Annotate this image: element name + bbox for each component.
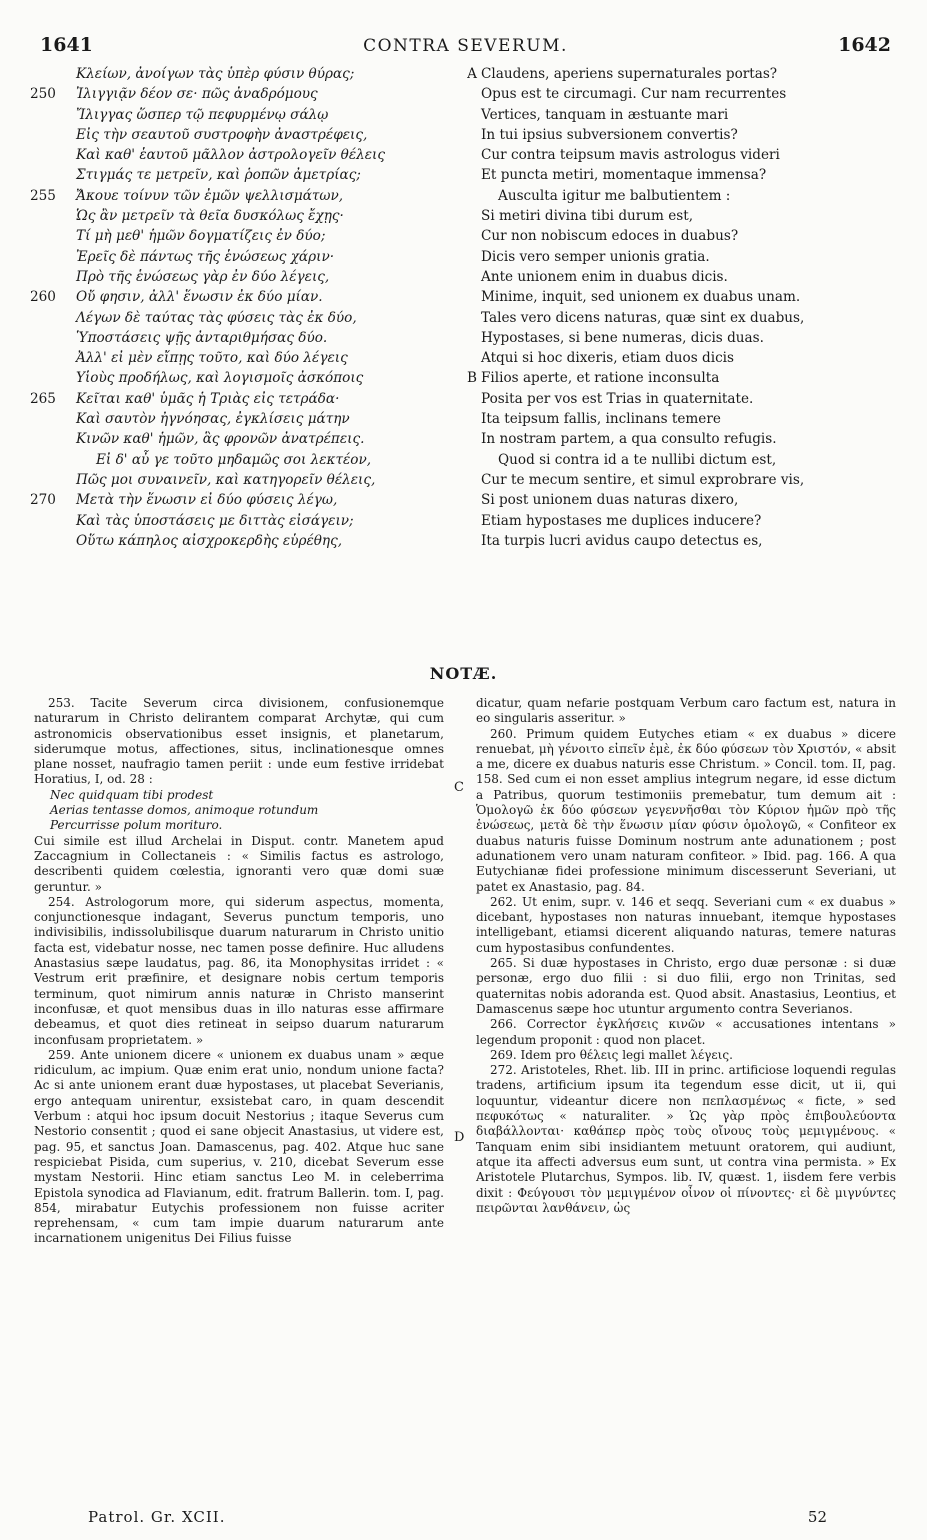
note-paragraph: Aerias tentasse domos, animoque rotundum: [50, 803, 319, 818]
note-paragraph: 272. Aristoteles, Rhet. lib. III in princ. artificiose loquendi regulas tradens, artificium ipsum ita tegendum esse dicit, ut ii, qui loquuntur, videantur dicere non πεπλασμένως « ficte, » sed πεφυκότως « naturaliter. » Ὡς γὰρ πρὸς ἐπιβουλεύοντα διαβάλλονται· καθάπερ πρὸς τοὺς οἴνους τοὺς μεμιγμένους. « Tanquam enim sibi insidiantem metuunt oratorem, qui audiunt, atque ita affecti adversus eum sunt, ut contra vina permista. » Ex Aristotele Plutarchus, Sympos. lib. IV, quæst. 1, iisdem fere verbis dixit : Φεύγουσι τὸν μεμιγμένον οἶνον οἱ πίνοντες· εἰ δὲ μιγνύντες πειρῶνται λανθάνειν, ὡς: [476, 1063, 896, 1215]
margin-mark: A: [467, 66, 477, 82]
greek-verse: Μετὰ τὴν ἕνωσιν εἰ δύο φύσεις λέγω,: [76, 492, 338, 509]
note-paragraph: 269. Idem pro θέλεις legi mallet λέγεις.: [490, 1047, 733, 1062]
margin-mark-c: C: [454, 780, 464, 795]
latin-verse: Atqui si hoc dixeris, etiam duos dicis: [481, 350, 735, 367]
verse-line: [30, 470, 897, 490]
greek-verse: Τί μὴ μεθ' ἡμῶν δογματίζεις ἐν δύο;: [76, 228, 326, 245]
latin-verse: Et puncta metiri, momentaque immensa?: [481, 167, 767, 184]
verse-line: [30, 125, 897, 145]
note-paragraph: dicatur, quam nefarie postquam Verbum caro factum est, natura in eo singularis asseritur. »: [476, 696, 896, 726]
latin-verse: Posita per vos est Trias in quaternitate.: [481, 390, 754, 407]
note-paragraph: 253. Tacite Severum circa divisionem, confusionemque naturarum in Christo delirantem comparat Archytæ, qui cum astronomicis observationibus esset insignis, et planetarum, siderumque motus, affectiones, situs, inclinationesque omnes plane nosset, naufragio tamen periit : unde eum festive irridebat Horatius, I, od. 28 :: [34, 696, 444, 787]
verse-line: [30, 511, 897, 531]
greek-verse: Οὕτω κάπηλος αἰσχροκερδὴς εὑρέθης,: [76, 532, 343, 549]
verse-line: [30, 267, 897, 287]
latin-verse: Cur te mecum sentire, et simul exprobrare vis,: [481, 471, 805, 488]
greek-verse: Ἄκουε τοίνυν τῶν ἐμῶν ψελλισμάτων,: [76, 187, 344, 204]
margin-mark: B: [467, 370, 477, 387]
latin-verse: Hypostases, si bene numeras, dicis duas.: [481, 329, 764, 346]
note-paragraph: 260. Primum quidem Eutyches etiam « ex duabus » dicere renuebat, μὴ γένοιτο εἰπεῖν ἐμὲ, ἐκ δύο φύσεων τὸν Χριστόν, « absit a me, dicere ex duabus naturis esse Christum. » Concil. tom. II, pag. 158. Sed cum ei non esset amplius integrum negare, id esse dictum a Patribus, quorum testimoniis premebatur, tum demum ait : Ὁμολογῶ ἐκ δύο φύσεων γεγεννῆσθαι τὸν Κύριον ἡμῶν πρὸ τῆς ἑνώσεως, μετὰ δὲ τὴν ἕνωσιν μίαν φύσιν ὁμολογῶ, « Confiteor ex duabus naturis fuisse Dominum nostrum ante adunationem ; post adunationem vero unam naturam confiteor. » Ibid. pag. 166. A qua Eutychianæ fidei professione minimum discesserunt Severiani, ut patet ex Anastasio, pag. 84.: [476, 726, 896, 894]
latin-verse: Ante unionem enim in duabus dicis.: [481, 268, 728, 285]
latin-verse: Filios aperte, et ratione inconsulta: [481, 370, 720, 387]
verse-line: [30, 226, 897, 246]
page-number-right: 1642: [838, 34, 891, 56]
latin-verse: Si post unionem duas naturas dixero,: [481, 492, 739, 509]
latin-verse: Ausculta igitur me balbutientem :: [498, 187, 731, 204]
greek-verse: Πῶς μοι συναινεῖν, καὶ κατηγορεῖν θέλεις,: [76, 471, 376, 488]
verse-number: 265: [30, 390, 56, 407]
latin-verse: Ita turpis lucri avidus caupo detectus es,: [481, 532, 763, 549]
verse-line: [30, 64, 897, 84]
verse-line: [30, 368, 897, 388]
note-paragraph: 265. Si duæ hypostases in Christo, ergo duæ personæ : si duæ personæ, ergo duo filii : si duo filii, ergo non Trinitas, sed quaternitas nobis adoranda est. Quod absit. Anastasius, Leontius, et Damascenus sæpe hoc utuntur argumento contra Severianos.: [476, 956, 896, 1016]
note-paragraph: Nec quidquam tibi prodest: [50, 787, 214, 802]
latin-verse: In tui ipsius subversionem convertis?: [481, 126, 738, 143]
page-footer: [88, 1508, 827, 1528]
latin-verse: In nostram partem, a qua consulto refugis.: [481, 431, 777, 448]
footer-signature: 52: [807, 1508, 827, 1526]
greek-verse: Ὑποστάσεις ψῇς ἀνταριθμήσας δύο.: [76, 329, 328, 346]
greek-verse: Καὶ σαυτὸν ἠγνόησας, ἐγκλίσεις μάτην: [76, 411, 350, 428]
note-paragraph: Percurrisse polum morituro.: [50, 818, 223, 833]
verse-line: [30, 308, 897, 328]
verse-number: 255: [30, 187, 56, 204]
greek-verse: Υἱοὺς προδήλως, καὶ λογισμοῖς ἀσκόποις: [76, 370, 364, 387]
greek-verse: Πρὸ τῆς ἑνώσεως γὰρ ἐν δύο λέγεις,: [76, 268, 330, 285]
verse-line: [30, 450, 897, 470]
page-header: [40, 34, 891, 58]
footer-series: Patrol. Gr. XCII.: [88, 1508, 226, 1526]
verse-line: [30, 287, 897, 307]
greek-verse: Καὶ τὰς ὑποστάσεις με διττὰς εἰσάγειν;: [76, 512, 354, 529]
greek-verse: Ἴλιγγας ὥσπερ τῷ πεφυρμένῳ σάλῳ: [76, 106, 329, 123]
note-paragraph: 254. Astrologorum more, qui siderum aspectus, momenta, conjunctionesque indagant, Severus punctum temporis, uno indivisibilis, indissolubilisque duarum naturarum in Christo unitio facta est, videbatur nosse, nec tamen posse definire. Huc alludens Anastasius sæpe laudatus, pag. 86, ita Monophysitas irridet : « Vestrum erit præfinire, et designare nobis certum temporis terminum, quot nimirum annis naturæ in Christo manserint inconfusæ, et quot mensibus duas in illo naturas esse affirmare debeamus, et quot dies retineat in seipso duarum naturarum inconfusam proprietatem. »: [34, 894, 444, 1047]
verse-line: [30, 429, 897, 449]
verse-line: [30, 247, 897, 267]
greek-verse: Καὶ καθ' ἑαυτοῦ μᾶλλον ἀστρολογεῖν θέλεις: [76, 147, 385, 164]
greek-verse: Ἰλιγγιᾷν δέον σε· πῶς ἀναδρόμους: [76, 86, 318, 103]
latin-verse: Opus est te circumagi. Cur nam recurrentes: [481, 86, 787, 103]
notes-column-right: [476, 696, 896, 1216]
verse-block: [30, 64, 897, 551]
note-paragraph: Cui simile est illud Archelai in Disput. contr. Manetem apud Zaccagnium in Collectaneis : « Similis factus es astrologo, describenti quidem cœlestia, ignoranti vero quæ domi suæ geruntur. »: [34, 833, 444, 894]
verse-line: [30, 186, 897, 206]
greek-verse: Ἀλλ' εἰ μὲν εἴπῃς τοῦτο, καὶ δύο λέγεις: [76, 350, 348, 367]
verse-line: [30, 389, 897, 409]
notes-column-left: [34, 696, 444, 1247]
latin-verse: Quod si contra id a te nullibi dictum est,: [498, 451, 777, 468]
greek-verse: Ὡς ἂν μετρεῖν τὰ θεῖα δυσκόλως ἔχῃς·: [76, 208, 344, 225]
greek-verse: Εἰ δ' αὖ γε τοῦτο μηδαμῶς σοι λεκτέον,: [96, 451, 372, 468]
verse-number: 260: [30, 289, 56, 306]
greek-verse: Ἐρεῖς δὲ πάντως τῆς ἑνώσεως χάριν·: [76, 248, 335, 265]
verse-line: [30, 145, 897, 165]
verse-line: [30, 531, 897, 551]
latin-verse: Etiam hypostases me duplices inducere?: [481, 512, 762, 529]
latin-verse: Tales vero dicens naturas, quæ sint ex duabus,: [481, 309, 805, 326]
page-number-left: 1641: [40, 34, 93, 56]
latin-verse: Claudens, aperiens supernaturales portas?: [481, 66, 778, 82]
latin-verse: Ita teipsum fallis, inclinans temere: [481, 411, 721, 428]
verse-line: [30, 84, 897, 104]
greek-verse: Κινῶν καθ' ἡμῶν, ἃς φρονῶν ἀνατρέπεις.: [76, 431, 365, 448]
margin-mark-d: D: [454, 1130, 465, 1145]
notes-heading: NOTÆ.: [429, 664, 498, 683]
note-paragraph: 259. Ante unionem dicere « unionem ex duabus unam » æque ridiculum, ac impium. Quæ enim erat unio, nondum unione facta? Ac si ante unionem erant duæ hypostases, ut placebat Severianis, ergo antequam unirentur, exsistebat caro, in quam descendit Verbum : atqui hoc ipsum docuit Nestorius ; itaque Severus cum Nestorio consentit ; quod ei sane objecit Anastasius, ut videre est, pag. 95, et sanctus Joan. Damascenus, pag. 402. Atque huc sane respiciebat Pisida, cum superius, v. 210, dicebat Severum esse mystam Nestorii. Hinc etiam sanctus Leo M. in celeberrima Epistola synodica ad Flavianum, edit. fratrum Ballerin. tom. I, pag. 854, mirabatur Eutychis professionem non fuisse acriter reprehensam, « cum tam impie duarum naturarum ante incarnationem unigenitus Dei Filius fuisse: [34, 1047, 444, 1246]
verse-line: [30, 490, 897, 510]
note-paragraph: 262. Ut enim, supr. v. 146 et seqq. Severiani cum « ex duabus » dicebant, hypostases non naturas innuebant, itemque hypostases intelligebant, etiamsi dicerent aliquando naturas, temere naturas cum hypostasibus confundentes.: [476, 894, 896, 955]
greek-verse: Εἰς τὴν σεαυτοῦ συστροφὴν ἀναστρέφεις,: [76, 126, 368, 143]
latin-verse: Dicis vero semper unionis gratia.: [481, 248, 710, 265]
greek-verse: Λέγων δὲ ταύτας τὰς φύσεις τὰς ἐκ δύο,: [76, 309, 357, 326]
verse-number: 270: [30, 492, 56, 509]
latin-verse: Minime, inquit, sed unionem ex duabus unam.: [481, 289, 801, 306]
greek-verse: Κεῖται καθ' ὑμᾶς ἡ Τριὰς εἰς τετράδα·: [76, 390, 340, 407]
verse-line: [30, 328, 897, 348]
running-title: CONTRA SEVERUM.: [363, 36, 568, 56]
verse-line: [30, 409, 897, 429]
verse-line: [30, 206, 897, 226]
verse-line: [30, 105, 897, 125]
latin-verse: Vertices, tanquam in æstuante mari: [481, 106, 729, 123]
greek-verse: Οὔ φησιν, ἀλλ' ἕνωσιν ἐκ δύο μίαν.: [76, 289, 323, 306]
note-paragraph: 266. Corrector ἐγκλήσεις κινῶν « accusationes intentans » legendum proponit : quod non placet.: [476, 1017, 896, 1047]
verse-line: [30, 165, 897, 185]
verse-number: 250: [30, 86, 56, 103]
verse-line: [30, 348, 897, 368]
latin-verse: Cur non nobiscum edoces in duabus?: [481, 228, 739, 245]
greek-verse: Κλείων, ἀνοίγων τὰς ὑπὲρ φύσιν θύρας;: [76, 66, 355, 82]
greek-verse: Στιγμάς τε μετρεῖν, καὶ ῥοπῶν ἀμετρίας;: [76, 167, 361, 184]
latin-verse: Cur contra teipsum mavis astrologus videri: [481, 147, 780, 164]
latin-verse: Si metiri divina tibi durum est,: [481, 208, 694, 225]
